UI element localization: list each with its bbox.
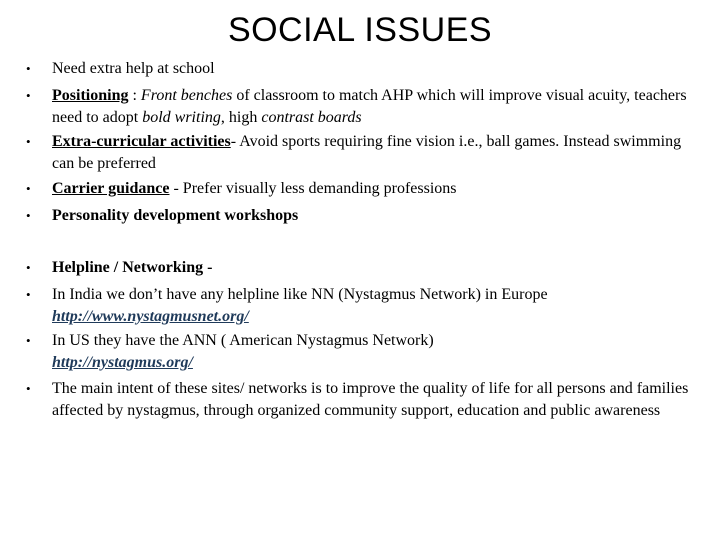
bullet-icon: • (26, 208, 31, 223)
bullet-icon: • (26, 260, 31, 275)
bullet-icon: • (26, 61, 31, 76)
list-item (26, 131, 692, 175)
bullet-icon: • (26, 134, 31, 149)
list-item (26, 85, 692, 129)
item-emphasis: bold writing (142, 109, 221, 126)
item-text: The main intent of these sites/ networks is to improve the quality of life for all persons and families affected by nystagmus, through organized community support, education and public awareness (52, 380, 689, 419)
page-title: SOCIAL ISSUES (227, 11, 493, 49)
item-text: In US they have the ANN ( American Nystagmus Network) (52, 332, 434, 349)
item-text: - Prefer visually less demanding professions (169, 180, 457, 197)
american-nystagmus-network-link[interactable]: http://nystagmus.org/ (52, 354, 193, 371)
bullet-icon: • (26, 88, 31, 103)
list-item (26, 378, 692, 422)
item-text: Need extra help at school (52, 60, 215, 77)
list-item (26, 284, 692, 328)
item-label: Positioning (52, 87, 129, 104)
item-text: In India we don’t have any helpline like NN (Nystagmus Network) in Europe (52, 286, 548, 303)
list-item (26, 205, 692, 227)
item-emphasis: Front benches (140, 87, 233, 104)
list-item (26, 257, 692, 279)
item-emphasis: contrast boards (261, 109, 362, 126)
list-item (26, 178, 692, 200)
bullet-icon: • (26, 181, 31, 196)
item-text: : (128, 87, 141, 104)
item-label: Carrier guidance (52, 180, 170, 197)
item-label: Extra-curricular activities (52, 133, 231, 150)
bullet-icon: • (26, 381, 31, 396)
nystagmus-network-link[interactable]: http://www.nystagmusnet.org/ (52, 308, 249, 325)
bullet-icon: • (26, 287, 31, 302)
list-item (26, 58, 692, 80)
item-text: Helpline / Networking - (52, 259, 213, 276)
bullet-icon: • (26, 333, 31, 348)
list-item (26, 330, 692, 374)
item-text: of classroom to match AHP which will improve visual acuity, teachers need to adopt (52, 87, 687, 126)
item-text: Personality development workshops (52, 207, 299, 224)
item-text: - Avoid sports requiring fine vision i.e., ball games. Instead swimming can be preferred (52, 133, 682, 172)
item-text: , high (220, 109, 262, 126)
